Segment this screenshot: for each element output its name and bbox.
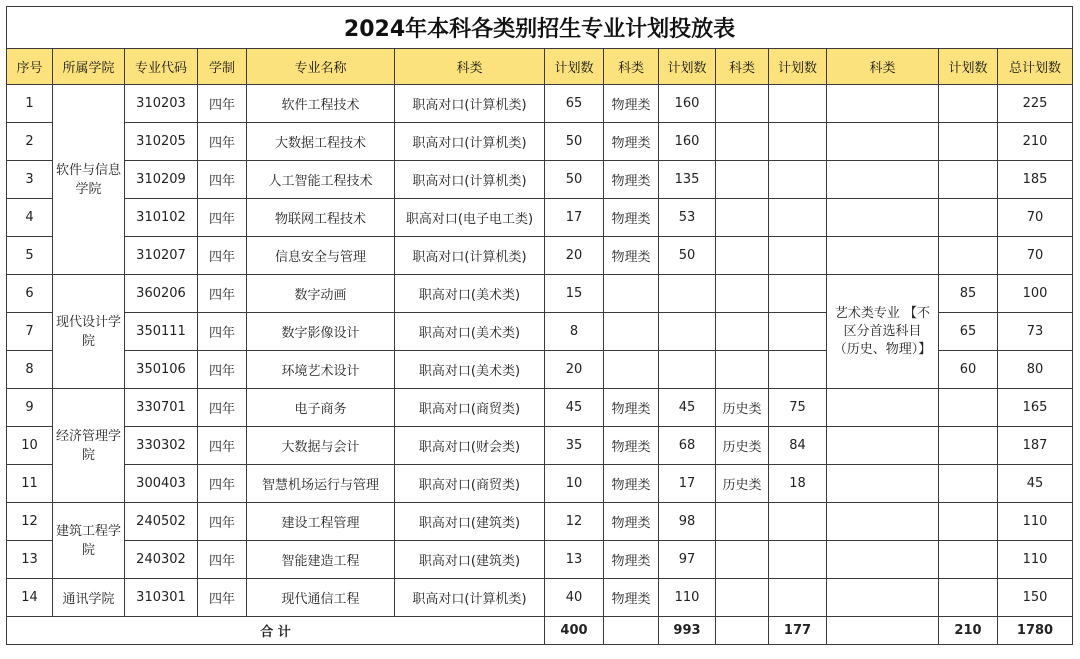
cell-plan-3 xyxy=(769,275,827,313)
cell-no: 4 xyxy=(7,199,53,237)
cell-category-4 xyxy=(827,161,939,199)
cell-major: 数字影像设计 xyxy=(247,313,395,351)
cell-category-2: 物理类 xyxy=(604,579,659,617)
total-plan-1: 400 xyxy=(545,617,604,645)
cell-years: 四年 xyxy=(198,237,247,275)
cell-no: 7 xyxy=(7,313,53,351)
cell-code: 310207 xyxy=(125,237,198,275)
cell-plan-4 xyxy=(939,541,998,579)
table-row xyxy=(7,389,1073,427)
cell-total: 187 xyxy=(998,427,1073,465)
cell-plan-1: 20 xyxy=(545,351,604,389)
cell-category-3 xyxy=(716,541,769,579)
cell-major: 智慧机场运行与管理 xyxy=(247,465,395,503)
cell-years: 四年 xyxy=(198,389,247,427)
cell-category-3 xyxy=(716,85,769,123)
cell-category-4 xyxy=(827,541,939,579)
total-plan-4: 210 xyxy=(939,617,998,645)
cell-category-4 xyxy=(827,237,939,275)
cell-years: 四年 xyxy=(198,351,247,389)
cell-code: 240502 xyxy=(125,503,198,541)
col-header-category-1: 科类 xyxy=(395,49,545,85)
cell-college: 经济管理学院 xyxy=(53,389,125,503)
cell-no: 6 xyxy=(7,275,53,313)
cell-plan-3 xyxy=(769,579,827,617)
cell-plan-2: 45 xyxy=(659,389,716,427)
col-header-category-2: 科类 xyxy=(604,49,659,85)
cell-category-1: 职高对口(美术类) xyxy=(395,351,545,389)
cell-years: 四年 xyxy=(198,541,247,579)
cell-category-1: 职高对口(建筑类) xyxy=(395,541,545,579)
cell-plan-3 xyxy=(769,351,827,389)
header-row xyxy=(7,49,1073,85)
enrollment-plan-table xyxy=(6,6,1073,645)
cell-plan-1: 65 xyxy=(545,85,604,123)
cell-no: 1 xyxy=(7,85,53,123)
cell-plan-4: 60 xyxy=(939,351,998,389)
cell-plan-3 xyxy=(769,199,827,237)
cell-plan-2: 160 xyxy=(659,123,716,161)
cell-plan-4 xyxy=(939,199,998,237)
art-category-note: 艺术类专业 【不区分首选科目（历史、物理）】 xyxy=(827,275,939,389)
table-row xyxy=(7,503,1073,541)
cell-plan-4 xyxy=(939,427,998,465)
cell-category-1: 职高对口(美术类) xyxy=(395,313,545,351)
cell-code: 350106 xyxy=(125,351,198,389)
cell-plan-3 xyxy=(769,313,827,351)
cell-plan-2 xyxy=(659,351,716,389)
cell-plan-2: 98 xyxy=(659,503,716,541)
cell-years: 四年 xyxy=(198,275,247,313)
cell-category-4 xyxy=(827,579,939,617)
cell-code: 330302 xyxy=(125,427,198,465)
cell-major: 现代通信工程 xyxy=(247,579,395,617)
cell-category-2: 物理类 xyxy=(604,199,659,237)
cell-plan-1: 20 xyxy=(545,237,604,275)
cell-plan-3: 75 xyxy=(769,389,827,427)
table-row xyxy=(7,85,1073,123)
cell-category-1: 职高对口(财会类) xyxy=(395,427,545,465)
cell-plan-2 xyxy=(659,313,716,351)
cell-plan-4 xyxy=(939,237,998,275)
total-row xyxy=(7,617,1073,645)
cell-category-1: 职高对口(建筑类) xyxy=(395,503,545,541)
cell-total: 110 xyxy=(998,541,1073,579)
cell-years: 四年 xyxy=(198,85,247,123)
cell-category-1: 职高对口(计算机类) xyxy=(395,579,545,617)
cell-years: 四年 xyxy=(198,123,247,161)
cell-no: 14 xyxy=(7,579,53,617)
table-row xyxy=(7,427,1073,465)
cell-major: 电子商务 xyxy=(247,389,395,427)
cell-category-4 xyxy=(827,465,939,503)
cell-plan-1: 8 xyxy=(545,313,604,351)
cell-major: 信息安全与管理 xyxy=(247,237,395,275)
cell-plan-2: 17 xyxy=(659,465,716,503)
table-row xyxy=(7,579,1073,617)
cell-major: 环境艺术设计 xyxy=(247,351,395,389)
cell-plan-1: 17 xyxy=(545,199,604,237)
cell-major: 大数据工程技术 xyxy=(247,123,395,161)
cell-plan-2: 68 xyxy=(659,427,716,465)
cell-plan-1: 50 xyxy=(545,161,604,199)
cell-category-4 xyxy=(827,199,939,237)
cell-category-3: 历史类 xyxy=(716,465,769,503)
cell-total: 110 xyxy=(998,503,1073,541)
cell-major: 数字动画 xyxy=(247,275,395,313)
cell-plan-4 xyxy=(939,503,998,541)
cell-major: 智能建造工程 xyxy=(247,541,395,579)
cell-plan-4: 65 xyxy=(939,313,998,351)
cell-category-2: 物理类 xyxy=(604,389,659,427)
cell-years: 四年 xyxy=(198,427,247,465)
cell-category-3 xyxy=(716,161,769,199)
cell-code: 310205 xyxy=(125,123,198,161)
cell-total: 225 xyxy=(998,85,1073,123)
table-row xyxy=(7,465,1073,503)
cell-category-3: 历史类 xyxy=(716,427,769,465)
cell-category-4 xyxy=(827,389,939,427)
col-header-total: 总计划数 xyxy=(998,49,1073,85)
col-header-plan-1: 计划数 xyxy=(545,49,604,85)
cell-major: 软件工程技术 xyxy=(247,85,395,123)
cell-plan-4 xyxy=(939,579,998,617)
cell-plan-1: 40 xyxy=(545,579,604,617)
cell-plan-2: 160 xyxy=(659,85,716,123)
total-label: 合 计 xyxy=(7,617,545,645)
cell-code: 240302 xyxy=(125,541,198,579)
cell-plan-4 xyxy=(939,465,998,503)
table-row xyxy=(7,123,1073,161)
cell-category-3 xyxy=(716,503,769,541)
cell-total: 150 xyxy=(998,579,1073,617)
cell-category-2 xyxy=(604,275,659,313)
cell-total: 165 xyxy=(998,389,1073,427)
cell-category-2: 物理类 xyxy=(604,85,659,123)
cell-years: 四年 xyxy=(198,313,247,351)
cell-no: 12 xyxy=(7,503,53,541)
cell-major: 人工智能工程技术 xyxy=(247,161,395,199)
cell-category-1: 职高对口(商贸类) xyxy=(395,389,545,427)
cell-code: 300403 xyxy=(125,465,198,503)
cell-category-2: 物理类 xyxy=(604,503,659,541)
cell-code: 310301 xyxy=(125,579,198,617)
cell-category-3 xyxy=(716,351,769,389)
cell-category-1: 职高对口(计算机类) xyxy=(395,161,545,199)
cell-category-1: 职高对口(电子电工类) xyxy=(395,199,545,237)
cell-no: 5 xyxy=(7,237,53,275)
cell-plan-3 xyxy=(769,237,827,275)
cell-category-3 xyxy=(716,579,769,617)
col-header-no: 序号 xyxy=(7,49,53,85)
col-header-college: 所属学院 xyxy=(53,49,125,85)
cell-category-1: 职高对口(计算机类) xyxy=(395,123,545,161)
cell-no: 9 xyxy=(7,389,53,427)
cell-no: 10 xyxy=(7,427,53,465)
table-row xyxy=(7,199,1073,237)
cell-code: 350111 xyxy=(125,313,198,351)
cell-category-3 xyxy=(716,275,769,313)
cell-code: 310102 xyxy=(125,199,198,237)
cell-plan-1: 50 xyxy=(545,123,604,161)
cell-no: 11 xyxy=(7,465,53,503)
cell-total: 80 xyxy=(998,351,1073,389)
cell-plan-2: 110 xyxy=(659,579,716,617)
cell-code: 360206 xyxy=(125,275,198,313)
cell-category-4 xyxy=(827,503,939,541)
cell-no: 13 xyxy=(7,541,53,579)
cell-plan-2: 135 xyxy=(659,161,716,199)
cell-code: 310203 xyxy=(125,85,198,123)
cell-total: 100 xyxy=(998,275,1073,313)
cell-total: 45 xyxy=(998,465,1073,503)
cell-category-2 xyxy=(604,313,659,351)
cell-category-2: 物理类 xyxy=(604,465,659,503)
cell-code: 310209 xyxy=(125,161,198,199)
cell-major: 大数据与会计 xyxy=(247,427,395,465)
cell-major: 建设工程管理 xyxy=(247,503,395,541)
cell-plan-2: 50 xyxy=(659,237,716,275)
cell-total: 70 xyxy=(998,237,1073,275)
cell-plan-3 xyxy=(769,503,827,541)
cell-category-2: 物理类 xyxy=(604,541,659,579)
table-title: 2024年本科各类别招生专业计划投放表 xyxy=(7,7,1073,49)
cell-total: 70 xyxy=(998,199,1073,237)
col-header-plan-3: 计划数 xyxy=(769,49,827,85)
total-plan-2: 993 xyxy=(659,617,716,645)
table-row xyxy=(7,161,1073,199)
cell-plan-3: 84 xyxy=(769,427,827,465)
cell-no: 2 xyxy=(7,123,53,161)
col-header-major: 专业名称 xyxy=(247,49,395,85)
cell-plan-3 xyxy=(769,85,827,123)
grand-total: 1780 xyxy=(998,617,1073,645)
total-plan-3: 177 xyxy=(769,617,827,645)
col-header-plan-2: 计划数 xyxy=(659,49,716,85)
cell-plan-1: 10 xyxy=(545,465,604,503)
cell-plan-3 xyxy=(769,123,827,161)
cell-plan-3 xyxy=(769,541,827,579)
cell-college: 软件与信息学院 xyxy=(53,85,125,275)
cell-category-1: 职高对口(商贸类) xyxy=(395,465,545,503)
cell-total: 73 xyxy=(998,313,1073,351)
cell-category-2: 物理类 xyxy=(604,161,659,199)
cell-years: 四年 xyxy=(198,465,247,503)
cell-college: 通讯学院 xyxy=(53,579,125,617)
cell-plan-4: 85 xyxy=(939,275,998,313)
cell-years: 四年 xyxy=(198,199,247,237)
cell-category-1: 职高对口(美术类) xyxy=(395,275,545,313)
cell-major: 物联网工程技术 xyxy=(247,199,395,237)
col-header-code: 专业代码 xyxy=(125,49,198,85)
cell-category-1: 职高对口(计算机类) xyxy=(395,85,545,123)
cell-years: 四年 xyxy=(198,503,247,541)
col-header-years: 学制 xyxy=(198,49,247,85)
cell-plan-1: 15 xyxy=(545,275,604,313)
table-row xyxy=(7,237,1073,275)
col-header-category-4: 科类 xyxy=(827,49,939,85)
cell-plan-3: 18 xyxy=(769,465,827,503)
cell-total: 210 xyxy=(998,123,1073,161)
cell-category-1: 职高对口(计算机类) xyxy=(395,237,545,275)
cell-years: 四年 xyxy=(198,161,247,199)
cell-category-3 xyxy=(716,313,769,351)
cell-plan-1: 13 xyxy=(545,541,604,579)
cell-no: 8 xyxy=(7,351,53,389)
cell-college: 现代设计学院 xyxy=(53,275,125,389)
cell-years: 四年 xyxy=(198,579,247,617)
cell-plan-4 xyxy=(939,123,998,161)
cell-category-3 xyxy=(716,199,769,237)
table-row xyxy=(7,541,1073,579)
cell-plan-3 xyxy=(769,161,827,199)
cell-code: 330701 xyxy=(125,389,198,427)
cell-category-4 xyxy=(827,123,939,161)
cell-college: 建筑工程学院 xyxy=(53,503,125,579)
cell-plan-1: 12 xyxy=(545,503,604,541)
col-header-category-3: 科类 xyxy=(716,49,769,85)
cell-plan-4 xyxy=(939,161,998,199)
cell-category-3 xyxy=(716,123,769,161)
cell-category-3: 历史类 xyxy=(716,389,769,427)
cell-category-2: 物理类 xyxy=(604,237,659,275)
cell-no: 3 xyxy=(7,161,53,199)
cell-plan-4 xyxy=(939,85,998,123)
cell-category-4 xyxy=(827,85,939,123)
cell-plan-4 xyxy=(939,389,998,427)
cell-plan-2 xyxy=(659,275,716,313)
cell-category-3 xyxy=(716,237,769,275)
cell-plan-1: 35 xyxy=(545,427,604,465)
cell-category-2: 物理类 xyxy=(604,427,659,465)
cell-plan-2: 53 xyxy=(659,199,716,237)
cell-category-2: 物理类 xyxy=(604,123,659,161)
col-header-plan-4: 计划数 xyxy=(939,49,998,85)
cell-plan-2: 97 xyxy=(659,541,716,579)
table-row xyxy=(7,275,1073,313)
cell-plan-1: 45 xyxy=(545,389,604,427)
cell-total: 185 xyxy=(998,161,1073,199)
cell-category-4 xyxy=(827,427,939,465)
cell-category-2 xyxy=(604,351,659,389)
